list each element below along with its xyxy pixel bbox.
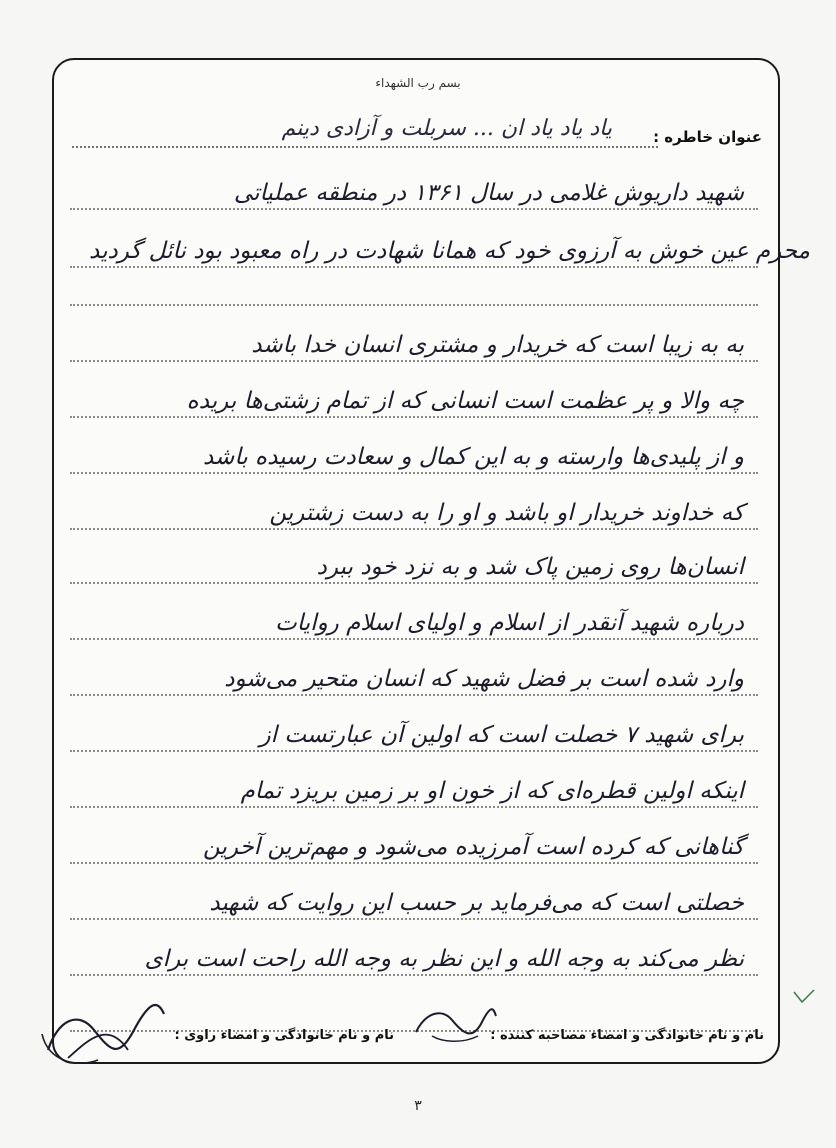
ruled-line (70, 358, 758, 418)
ruled-line (70, 580, 758, 640)
memory-title-handwritten: یاد یاد یاد ان ... سربلت و آزادی دینم (281, 116, 612, 141)
handwritten-text: و از پلیدی‌ها وارسته و به این کمال و سعادت رسیده باشد (202, 444, 744, 470)
narrator-signature-label: نام و نام خانوادگی و امضاء راوی : (174, 1028, 394, 1043)
handwritten-text: به به زیبا است که خریدار و مشتری انسان خدا باشد (251, 332, 744, 358)
ruled-line (70, 748, 758, 808)
handwritten-text: انسان‌ها روی زمین پاک شد و به نزد خود ببرد (316, 554, 744, 580)
interviewer-signature-label: نام و نام خانوادگی و امضاء مصاحبه کننده : (490, 1028, 764, 1043)
page-number: ۳ (414, 1098, 422, 1114)
memory-title-label: عنوان خاطره : (653, 128, 762, 146)
handwritten-text: درباره شهید آنقدر از اسلام و اولیای اسلام روایات (275, 610, 744, 636)
handwritten-text: نظر می‌کند به وجه الله و این نظر به وجه الله راحت است برای (144, 946, 744, 972)
ruled-line (70, 636, 758, 696)
ruled-line (70, 860, 758, 920)
basmala-header: بسم رب الشهداء (375, 76, 461, 90)
interviewer-signature-mark (412, 1002, 498, 1048)
handwritten-text: خصلتی است که می‌فرماید بر حسب این روایت که شهید (209, 890, 744, 916)
handwritten-text: برای شهید ۷ خصلت است که اولین آن عبارتست از (259, 722, 744, 748)
narrator-signature-mark (38, 990, 168, 1070)
ruled-line (70, 470, 758, 530)
handwritten-text: وارد شده است بر فضل شهید که انسان متحیر می‌شود (224, 666, 744, 692)
margin-tick-mark (792, 988, 816, 1006)
ruled-line (70, 524, 758, 584)
title-dotted-line (72, 146, 658, 148)
handwritten-text: گناهانی که کرده است آمرزیده می‌شود و مهم‌ترین آخرین (202, 834, 744, 860)
ruled-line (70, 302, 758, 362)
handwritten-text: محرم عین خوش به آرزوی خود که همانا شهادت در راه معبود بود نائل گردید (89, 238, 810, 264)
ruled-line (70, 692, 758, 752)
handwritten-text: شهید داریوش غلامی در سال ۱۳۶۱ در منطقه عملیاتی (233, 180, 744, 206)
handwritten-text: چه والا و پر عظمت است انسانی که از تمام زشتی‌ها بریده (186, 388, 744, 414)
ruled-line (70, 150, 758, 210)
handwritten-text: اینکه اولین قطره‌ای که از خون او بر زمین بریزد تمام (240, 778, 744, 804)
ruled-line (70, 916, 758, 976)
handwritten-text: که خداوند خریدار او باشد و او را به دست زشترین (269, 500, 744, 526)
ruled-line (70, 804, 758, 864)
ruled-line (70, 414, 758, 474)
ruled-line (70, 246, 758, 306)
